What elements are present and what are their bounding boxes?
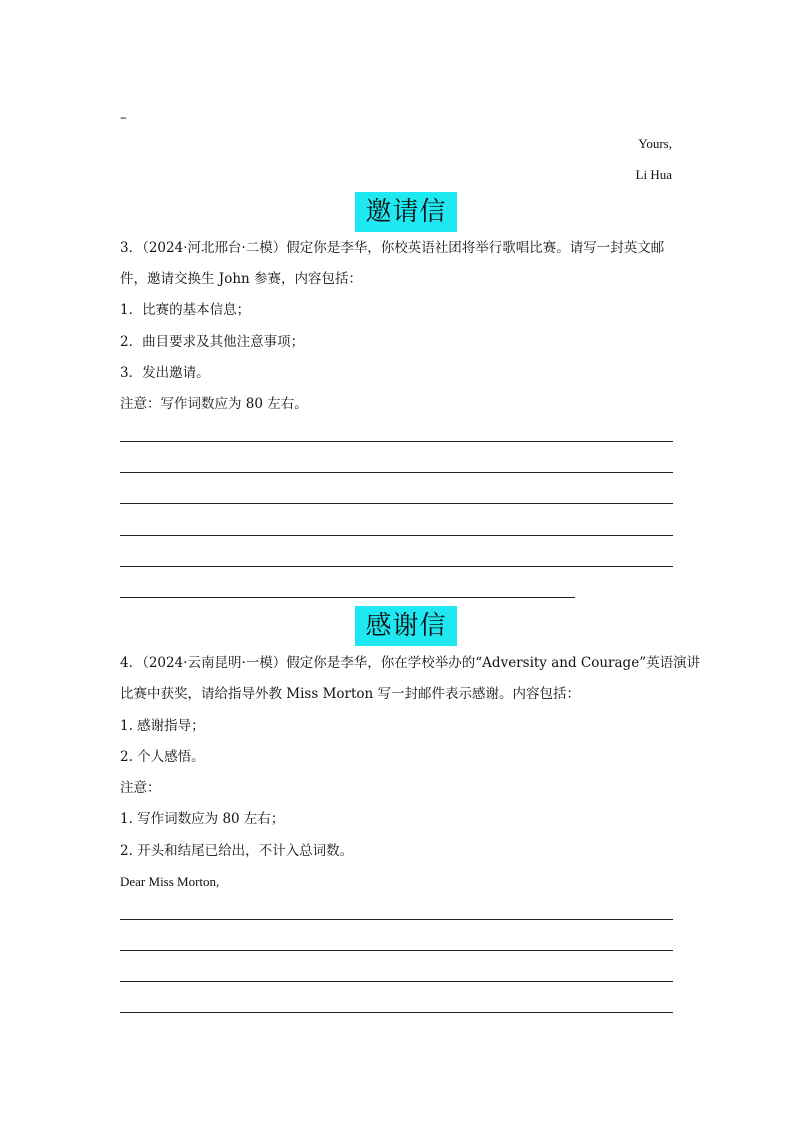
task4-point-1: 1. 感谢指导；: [120, 718, 205, 734]
leftover-dash: –: [120, 110, 127, 126]
writing-line[interactable]: [120, 535, 673, 536]
writing-line[interactable]: [120, 919, 673, 920]
writing-line[interactable]: [120, 981, 673, 982]
task3-point-2: 2．曲目要求及其他注意事项；: [120, 334, 305, 350]
closing-yours: Yours,: [638, 136, 672, 151]
task3-word-count-note: 注意：写作词数应为 80 左右。: [120, 396, 308, 412]
salutation: Dear Miss Morton,: [120, 874, 220, 889]
task3-point-1: 1．比赛的基本信息；: [120, 302, 251, 318]
task3-point-3: 3．发出邀请。: [120, 365, 210, 381]
task3-prompt-line-2: 件，邀请交换生 John 参赛，内容包括：: [120, 271, 363, 287]
writing-line-short[interactable]: [120, 597, 575, 598]
task4-point-2: 2. 个人感悟。: [120, 749, 205, 765]
writing-line[interactable]: [120, 472, 673, 473]
task4-note-1: 1. 写作词数应为 80 左右；: [120, 811, 285, 827]
heading-thank-you-letter: 感谢信: [355, 606, 457, 646]
task4-prompt-line-1: 4．（2024·云南昆明·一模）假定你是李华，你在学校举办的“Adversity and Courage”英语演讲: [120, 655, 701, 671]
task4-notes-heading: 注意：: [120, 780, 161, 796]
task4-prompt-line-2: 比赛中获奖，请给指导外教 Miss Morton 写一封邮件表示感谢。内容包括：: [120, 686, 581, 702]
writing-line[interactable]: [120, 1012, 673, 1013]
task4-note-2: 2. 开头和结尾已给出，不计入总词数。: [120, 843, 354, 859]
task3-prompt-line-1: 3．（2024·河北邢台·二模）假定你是李华，你校英语社团将举行歌唱比赛。请写一封英文邮: [120, 240, 665, 256]
writing-line[interactable]: [120, 503, 673, 504]
writing-line[interactable]: [120, 441, 673, 442]
signature-li-hua: Li Hua: [635, 167, 672, 182]
heading-invitation-letter: 邀请信: [355, 192, 457, 232]
writing-line[interactable]: [120, 566, 673, 567]
writing-line[interactable]: [120, 950, 673, 951]
